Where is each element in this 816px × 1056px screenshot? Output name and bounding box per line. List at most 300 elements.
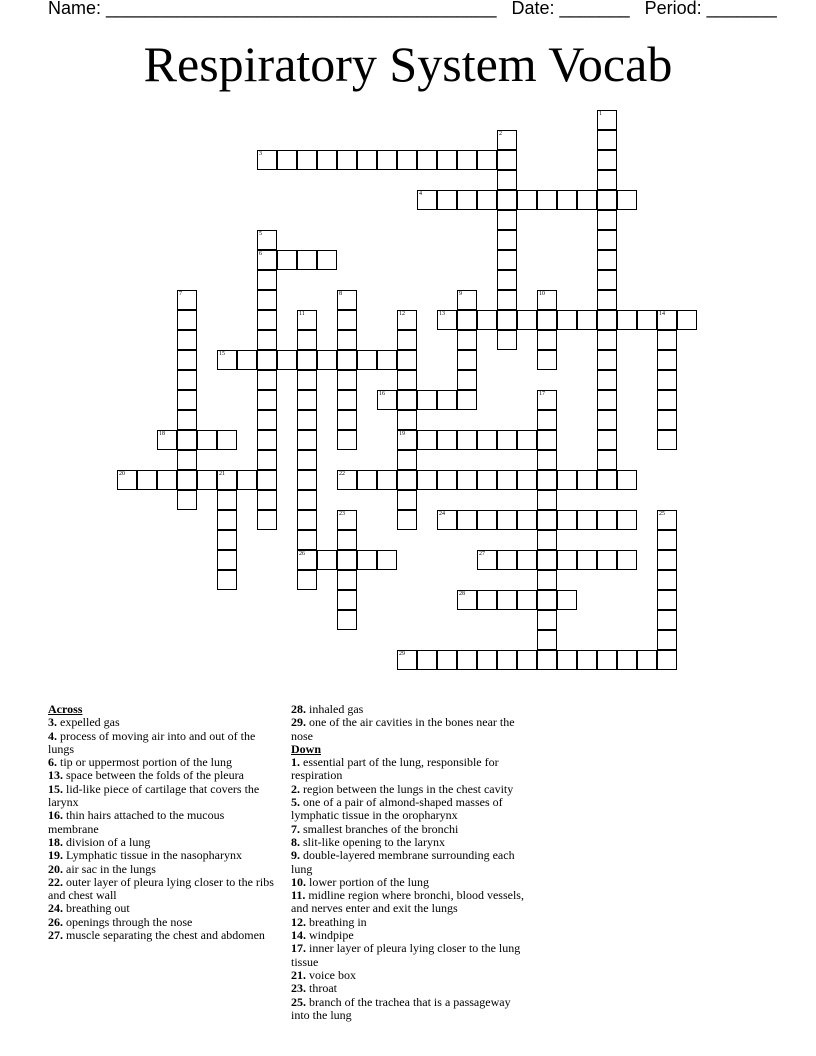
crossword-cell[interactable] bbox=[577, 310, 597, 330]
crossword-cell[interactable] bbox=[417, 190, 437, 210]
crossword-cell[interactable] bbox=[597, 370, 617, 390]
crossword-cell[interactable] bbox=[397, 410, 417, 430]
crossword-cell[interactable] bbox=[297, 510, 317, 530]
crossword-cell[interactable] bbox=[397, 310, 417, 330]
crossword-cell[interactable] bbox=[437, 150, 457, 170]
crossword-cell[interactable] bbox=[337, 310, 357, 330]
crossword-cell[interactable] bbox=[637, 310, 657, 330]
crossword-cell[interactable] bbox=[257, 250, 277, 270]
crossword-cell[interactable] bbox=[337, 570, 357, 590]
crossword-cell[interactable] bbox=[557, 550, 577, 570]
crossword-cell[interactable] bbox=[177, 390, 197, 410]
crossword-cell[interactable] bbox=[517, 590, 537, 610]
crossword-cell[interactable] bbox=[477, 190, 497, 210]
crossword-cell[interactable] bbox=[297, 410, 317, 430]
crossword-cell[interactable] bbox=[657, 370, 677, 390]
crossword-cell[interactable] bbox=[537, 550, 557, 570]
clue-number: 26. bbox=[48, 914, 63, 929]
clue-number: 23. bbox=[291, 981, 306, 996]
crossword-cell[interactable] bbox=[277, 150, 297, 170]
crossword-cell[interactable] bbox=[317, 150, 337, 170]
crossword-cell[interactable] bbox=[257, 490, 277, 510]
crossword-cell[interactable] bbox=[257, 470, 277, 490]
crossword-cell[interactable] bbox=[377, 550, 397, 570]
crossword-cell[interactable] bbox=[537, 330, 557, 350]
crossword-cell[interactable] bbox=[597, 550, 617, 570]
crossword-cell[interactable] bbox=[537, 410, 557, 430]
crossword-cell[interactable] bbox=[537, 510, 557, 530]
clue-text: expelled gas bbox=[60, 715, 120, 730]
crossword-cell[interactable] bbox=[457, 290, 477, 310]
crossword-cell[interactable] bbox=[597, 230, 617, 250]
crossword-cell[interactable] bbox=[177, 290, 197, 310]
crossword-cell[interactable] bbox=[477, 550, 497, 570]
clue-number: 9. bbox=[291, 848, 300, 863]
crossword-cell[interactable] bbox=[517, 190, 537, 210]
crossword-cell[interactable] bbox=[517, 550, 537, 570]
crossword-cell[interactable] bbox=[497, 430, 517, 450]
crossword-cell[interactable] bbox=[537, 630, 557, 650]
crossword-cell[interactable] bbox=[177, 430, 197, 450]
clue-item bbox=[291, 836, 527, 849]
crossword-cell[interactable] bbox=[397, 450, 417, 470]
crossword-cell[interactable] bbox=[297, 470, 317, 490]
crossword-cell[interactable] bbox=[537, 430, 557, 450]
crossword-cell[interactable] bbox=[537, 590, 557, 610]
crossword-cell[interactable] bbox=[377, 350, 397, 370]
crossword-cell[interactable] bbox=[597, 150, 617, 170]
clue-item bbox=[291, 996, 527, 1023]
crossword-cell[interactable] bbox=[277, 250, 297, 270]
crossword-cell[interactable] bbox=[397, 510, 417, 530]
crossword-cell[interactable] bbox=[257, 150, 277, 170]
crossword-cell[interactable] bbox=[617, 510, 637, 530]
crossword-cell[interactable] bbox=[597, 170, 617, 190]
crossword-cell[interactable] bbox=[197, 430, 217, 450]
crossword-cell[interactable] bbox=[257, 450, 277, 470]
crossword-cell[interactable] bbox=[537, 290, 557, 310]
crossword-cell[interactable] bbox=[257, 330, 277, 350]
cell-number: 23 bbox=[339, 511, 345, 517]
crossword-cell[interactable] bbox=[497, 130, 517, 150]
crossword-cell[interactable] bbox=[417, 150, 437, 170]
down-heading: Down bbox=[291, 741, 322, 756]
crossword-cell[interactable] bbox=[217, 430, 237, 450]
crossword-cell[interactable] bbox=[577, 470, 597, 490]
crossword-cell[interactable] bbox=[617, 310, 637, 330]
name-blank[interactable]: _______________________________________ bbox=[106, 0, 497, 18]
crossword-cell[interactable] bbox=[457, 510, 477, 530]
crossword-cell[interactable] bbox=[557, 470, 577, 490]
clue-text: air sac in the lungs bbox=[66, 861, 156, 876]
crossword-cell[interactable] bbox=[297, 150, 317, 170]
crossword-cell[interactable] bbox=[597, 310, 617, 330]
date-blank[interactable]: _______ bbox=[559, 0, 630, 18]
crossword-cell[interactable] bbox=[117, 470, 137, 490]
clue-text: throat bbox=[309, 981, 337, 996]
crossword-cell[interactable] bbox=[397, 470, 417, 490]
crossword-cell[interactable] bbox=[297, 550, 317, 570]
crossword-cell[interactable] bbox=[357, 350, 377, 370]
crossword-cell[interactable] bbox=[457, 330, 477, 350]
crossword-cell[interactable] bbox=[257, 310, 277, 330]
crossword-cell[interactable] bbox=[497, 590, 517, 610]
crossword-cell[interactable] bbox=[177, 310, 197, 330]
clue-number: 14. bbox=[291, 928, 306, 943]
crossword-cell[interactable] bbox=[217, 350, 237, 370]
clue-item bbox=[291, 969, 527, 982]
crossword-cell[interactable] bbox=[537, 350, 557, 370]
crossword-cell[interactable] bbox=[597, 190, 617, 210]
crossword-cell[interactable] bbox=[337, 330, 357, 350]
crossword-cell[interactable] bbox=[177, 370, 197, 390]
crossword-cell[interactable] bbox=[517, 510, 537, 530]
clue-item bbox=[48, 863, 276, 876]
crossword-cell[interactable] bbox=[217, 550, 237, 570]
clue-text: breathing in bbox=[309, 914, 367, 929]
crossword-cell[interactable] bbox=[337, 150, 357, 170]
crossword-cell[interactable] bbox=[337, 610, 357, 630]
crossword-cell[interactable] bbox=[657, 330, 677, 350]
clue-item bbox=[48, 783, 276, 810]
crossword-cell[interactable] bbox=[657, 410, 677, 430]
crossword-cell[interactable] bbox=[537, 450, 557, 470]
crossword-cell[interactable] bbox=[597, 330, 617, 350]
cell-number: 8 bbox=[339, 291, 342, 297]
crossword-cell[interactable] bbox=[477, 150, 497, 170]
crossword-cell[interactable] bbox=[217, 490, 237, 510]
crossword-cell[interactable] bbox=[597, 110, 617, 130]
crossword-cell[interactable] bbox=[657, 530, 677, 550]
crossword-cell[interactable] bbox=[657, 550, 677, 570]
crossword-cell[interactable] bbox=[497, 470, 517, 490]
crossword-cell[interactable] bbox=[277, 350, 297, 370]
crossword-cell[interactable] bbox=[437, 470, 457, 490]
crossword-cell[interactable] bbox=[617, 650, 637, 670]
crossword-cell[interactable] bbox=[537, 390, 557, 410]
clue-text: midline region where bronchi, blood vessels, and nerves enter and exit the lungs bbox=[291, 888, 524, 916]
crossword-cell[interactable] bbox=[477, 590, 497, 610]
crossword-cell[interactable] bbox=[437, 430, 457, 450]
crossword-cell[interactable] bbox=[597, 450, 617, 470]
crossword-cell[interactable] bbox=[157, 430, 177, 450]
clue-number: 16. bbox=[48, 808, 63, 823]
crossword-cell[interactable] bbox=[417, 430, 437, 450]
crossword-cell[interactable] bbox=[497, 150, 517, 170]
clue-text: inner layer of pleura lying closer to the lung tissue bbox=[291, 941, 521, 969]
crossword-cell[interactable] bbox=[417, 390, 437, 410]
crossword-cell[interactable] bbox=[297, 570, 317, 590]
crossword-cell[interactable] bbox=[317, 550, 337, 570]
crossword-cell[interactable] bbox=[657, 610, 677, 630]
crossword-cell[interactable] bbox=[137, 470, 157, 490]
crossword-cell[interactable] bbox=[597, 270, 617, 290]
crossword-cell[interactable] bbox=[597, 390, 617, 410]
crossword-cell[interactable] bbox=[397, 650, 417, 670]
crossword-cell[interactable] bbox=[657, 510, 677, 530]
crossword-cell[interactable] bbox=[377, 470, 397, 490]
crossword-cell[interactable] bbox=[457, 650, 477, 670]
crossword-cell[interactable] bbox=[457, 430, 477, 450]
crossword-cell[interactable] bbox=[517, 310, 537, 330]
clue-text: muscle separating the chest and abdomen bbox=[66, 928, 265, 943]
crossword-cell[interactable] bbox=[177, 450, 197, 470]
crossword-cell[interactable] bbox=[397, 330, 417, 350]
crossword-cell[interactable] bbox=[577, 550, 597, 570]
cell-number: 22 bbox=[339, 471, 345, 477]
crossword-cell[interactable] bbox=[477, 510, 497, 530]
crossword-cell[interactable] bbox=[497, 650, 517, 670]
crossword-cell[interactable] bbox=[257, 270, 277, 290]
crossword-cell[interactable] bbox=[597, 510, 617, 530]
crossword-cell[interactable] bbox=[497, 250, 517, 270]
crossword-cell[interactable] bbox=[397, 150, 417, 170]
crossword-cell[interactable] bbox=[597, 650, 617, 670]
crossword-cell[interactable] bbox=[517, 650, 537, 670]
crossword-cell[interactable] bbox=[537, 610, 557, 630]
crossword-cell[interactable] bbox=[317, 250, 337, 270]
cell-number: 6 bbox=[259, 251, 262, 257]
crossword-cell[interactable] bbox=[497, 230, 517, 250]
crossword-cell[interactable] bbox=[297, 310, 317, 330]
crossword-cell[interactable] bbox=[537, 490, 557, 510]
crossword-cell[interactable] bbox=[377, 390, 397, 410]
crossword-cell[interactable] bbox=[337, 390, 357, 410]
crossword-cell[interactable] bbox=[177, 330, 197, 350]
crossword-cell[interactable] bbox=[257, 430, 277, 450]
crossword-cell[interactable] bbox=[177, 350, 197, 370]
clue-text: windpipe bbox=[309, 928, 354, 943]
crossword-cell[interactable] bbox=[337, 510, 357, 530]
crossword-cell[interactable] bbox=[597, 210, 617, 230]
crossword-cell[interactable] bbox=[617, 550, 637, 570]
crossword-cell[interactable] bbox=[677, 310, 697, 330]
clue-column-2 bbox=[291, 703, 527, 1022]
crossword-cell[interactable] bbox=[457, 310, 477, 330]
crossword-cell[interactable] bbox=[337, 410, 357, 430]
crossword-cell[interactable] bbox=[457, 590, 477, 610]
crossword-cell[interactable] bbox=[257, 410, 277, 430]
crossword-cell[interactable] bbox=[597, 250, 617, 270]
crossword-cell[interactable] bbox=[577, 510, 597, 530]
crossword-cell[interactable] bbox=[297, 530, 317, 550]
crossword-cell[interactable] bbox=[337, 550, 357, 570]
crossword-cell[interactable] bbox=[657, 350, 677, 370]
crossword-cell[interactable] bbox=[257, 290, 277, 310]
clue-number: 3. bbox=[48, 715, 57, 730]
crossword-cell[interactable] bbox=[417, 470, 437, 490]
crossword-cell[interactable] bbox=[437, 390, 457, 410]
crossword-cell[interactable] bbox=[297, 450, 317, 470]
crossword-cell[interactable] bbox=[477, 430, 497, 450]
crossword-cell[interactable] bbox=[617, 190, 637, 210]
crossword-cell[interactable] bbox=[457, 370, 477, 390]
crossword-cell[interactable] bbox=[337, 430, 357, 450]
crossword-cell[interactable] bbox=[497, 170, 517, 190]
crossword-cell[interactable] bbox=[537, 570, 557, 590]
crossword-cell[interactable] bbox=[497, 510, 517, 530]
crossword-cell[interactable] bbox=[657, 310, 677, 330]
crossword-cell[interactable] bbox=[337, 350, 357, 370]
crossword-cell[interactable] bbox=[597, 350, 617, 370]
crossword-cell[interactable] bbox=[477, 470, 497, 490]
crossword-cell[interactable] bbox=[337, 470, 357, 490]
crossword-cell[interactable] bbox=[257, 350, 277, 370]
crossword-cell[interactable] bbox=[297, 370, 317, 390]
crossword-cell[interactable] bbox=[357, 470, 377, 490]
crossword-cell[interactable] bbox=[237, 470, 257, 490]
crossword-cell[interactable] bbox=[517, 470, 537, 490]
clue-number: 17. bbox=[291, 941, 306, 956]
crossword-cell[interactable] bbox=[237, 350, 257, 370]
crossword-cell[interactable] bbox=[617, 470, 637, 490]
cell-number: 19 bbox=[399, 431, 405, 437]
crossword-cell[interactable] bbox=[397, 350, 417, 370]
crossword-cell[interactable] bbox=[217, 570, 237, 590]
crossword-cell[interactable] bbox=[157, 470, 177, 490]
crossword-cell[interactable] bbox=[457, 350, 477, 370]
crossword-cell[interactable] bbox=[357, 150, 377, 170]
cell-number: 17 bbox=[539, 391, 545, 397]
crossword-cell[interactable] bbox=[477, 650, 497, 670]
clue-item bbox=[291, 703, 527, 716]
page-title: Respiratory System Vocab bbox=[143, 36, 673, 92]
clue-number: 28. bbox=[291, 702, 306, 716]
clue-text: process of moving air into and out of the lungs bbox=[48, 728, 256, 756]
crossword-cell[interactable] bbox=[537, 650, 557, 670]
crossword-cell[interactable] bbox=[257, 230, 277, 250]
crossword-cell[interactable] bbox=[477, 310, 497, 330]
crossword-cell[interactable] bbox=[537, 470, 557, 490]
crossword-cell[interactable] bbox=[217, 530, 237, 550]
clue-text: region between the lungs in the chest cavity bbox=[303, 781, 514, 796]
crossword-cell[interactable] bbox=[577, 650, 597, 670]
crossword-cell[interactable] bbox=[557, 510, 577, 530]
crossword-cell[interactable] bbox=[497, 210, 517, 230]
crossword-cell[interactable] bbox=[577, 190, 597, 210]
crossword-cell[interactable] bbox=[257, 390, 277, 410]
crossword-cell[interactable] bbox=[597, 130, 617, 150]
crossword-cell[interactable] bbox=[437, 310, 457, 330]
clue-text: essential part of the lung, responsible for respiration bbox=[291, 755, 499, 783]
clue-item bbox=[48, 809, 276, 836]
crossword-cell[interactable] bbox=[597, 290, 617, 310]
crossword-cell[interactable] bbox=[497, 550, 517, 570]
crossword-cell[interactable] bbox=[297, 330, 317, 350]
period-blank[interactable]: _______ bbox=[706, 0, 777, 18]
crossword-cell[interactable] bbox=[517, 430, 537, 450]
clue-item bbox=[291, 756, 527, 783]
clue-text: tip or uppermost portion of the lung bbox=[60, 755, 232, 770]
clue-number: 22. bbox=[48, 874, 63, 889]
crossword-cell[interactable] bbox=[457, 150, 477, 170]
crossword-cell[interactable] bbox=[597, 430, 617, 450]
crossword-cell[interactable] bbox=[657, 430, 677, 450]
crossword-cell[interactable] bbox=[337, 290, 357, 310]
crossword-cell[interactable] bbox=[397, 430, 417, 450]
crossword-cell[interactable] bbox=[657, 630, 677, 650]
crossword-cell[interactable] bbox=[397, 390, 417, 410]
cell-number: 15 bbox=[219, 351, 225, 357]
crossword-cell[interactable] bbox=[497, 190, 517, 210]
crossword-cell[interactable] bbox=[197, 470, 217, 490]
crossword-cell[interactable] bbox=[257, 510, 277, 530]
cell-number: 16 bbox=[379, 391, 385, 397]
crossword-cell[interactable] bbox=[297, 250, 317, 270]
crossword-cell[interactable] bbox=[657, 650, 677, 670]
crossword-cell[interactable] bbox=[437, 650, 457, 670]
crossword-cell[interactable] bbox=[297, 390, 317, 410]
crossword-cell[interactable] bbox=[557, 650, 577, 670]
cell-number: 1 bbox=[599, 111, 602, 117]
crossword-cell[interactable] bbox=[657, 590, 677, 610]
crossword-cell[interactable] bbox=[217, 510, 237, 530]
cell-number: 29 bbox=[399, 651, 405, 657]
crossword-cell[interactable] bbox=[177, 410, 197, 430]
crossword-cell[interactable] bbox=[337, 590, 357, 610]
cell-number: 28 bbox=[459, 591, 465, 597]
crossword-cell[interactable] bbox=[177, 470, 197, 490]
crossword-cell[interactable] bbox=[537, 190, 557, 210]
crossword-cell[interactable] bbox=[557, 190, 577, 210]
crossword-cell[interactable] bbox=[357, 550, 377, 570]
period-label: Period: bbox=[644, 0, 702, 18]
crossword-cell[interactable] bbox=[437, 510, 457, 530]
crossword-cell[interactable] bbox=[537, 530, 557, 550]
crossword-cell[interactable] bbox=[457, 190, 477, 210]
crossword-cell[interactable] bbox=[457, 390, 477, 410]
crossword-cell[interactable] bbox=[297, 430, 317, 450]
crossword-cell[interactable] bbox=[597, 410, 617, 430]
crossword-cell[interactable] bbox=[317, 350, 337, 370]
crossword-cell[interactable] bbox=[177, 490, 197, 510]
crossword-cell[interactable] bbox=[417, 650, 437, 670]
crossword-cell[interactable] bbox=[497, 270, 517, 290]
crossword-cell[interactable] bbox=[537, 310, 557, 330]
crossword-cell[interactable] bbox=[597, 470, 617, 490]
across-heading: Across bbox=[48, 702, 83, 716]
crossword-cell[interactable] bbox=[657, 390, 677, 410]
crossword-cell[interactable] bbox=[297, 350, 317, 370]
crossword-cell[interactable] bbox=[497, 290, 517, 310]
crossword-cell[interactable] bbox=[557, 590, 577, 610]
crossword-cell[interactable] bbox=[657, 570, 677, 590]
cell-number: 27 bbox=[479, 551, 485, 557]
clue-number: 20. bbox=[48, 861, 63, 876]
crossword-cell[interactable] bbox=[217, 470, 237, 490]
crossword-cell[interactable] bbox=[557, 310, 577, 330]
clue-text: division of a lung bbox=[66, 834, 151, 849]
crossword-cell[interactable] bbox=[297, 490, 317, 510]
crossword-cell[interactable] bbox=[397, 490, 417, 510]
crossword-cell[interactable] bbox=[337, 530, 357, 550]
crossword-cell[interactable] bbox=[637, 650, 657, 670]
crossword-cell[interactable] bbox=[397, 370, 417, 390]
crossword-cell[interactable] bbox=[437, 190, 457, 210]
crossword-cell[interactable] bbox=[337, 370, 357, 390]
crossword-cell[interactable] bbox=[497, 330, 517, 350]
clue-number: 15. bbox=[48, 781, 63, 796]
crossword-cell[interactable] bbox=[457, 470, 477, 490]
clue-text: space between the folds of the pleura bbox=[66, 768, 244, 783]
clue-item bbox=[48, 769, 276, 782]
crossword-cell[interactable] bbox=[377, 150, 397, 170]
clue-item bbox=[291, 849, 527, 876]
cell-number: 11 bbox=[299, 311, 305, 317]
crossword-cell[interactable] bbox=[257, 370, 277, 390]
clue-item bbox=[291, 929, 527, 942]
crossword-cell[interactable] bbox=[497, 310, 517, 330]
